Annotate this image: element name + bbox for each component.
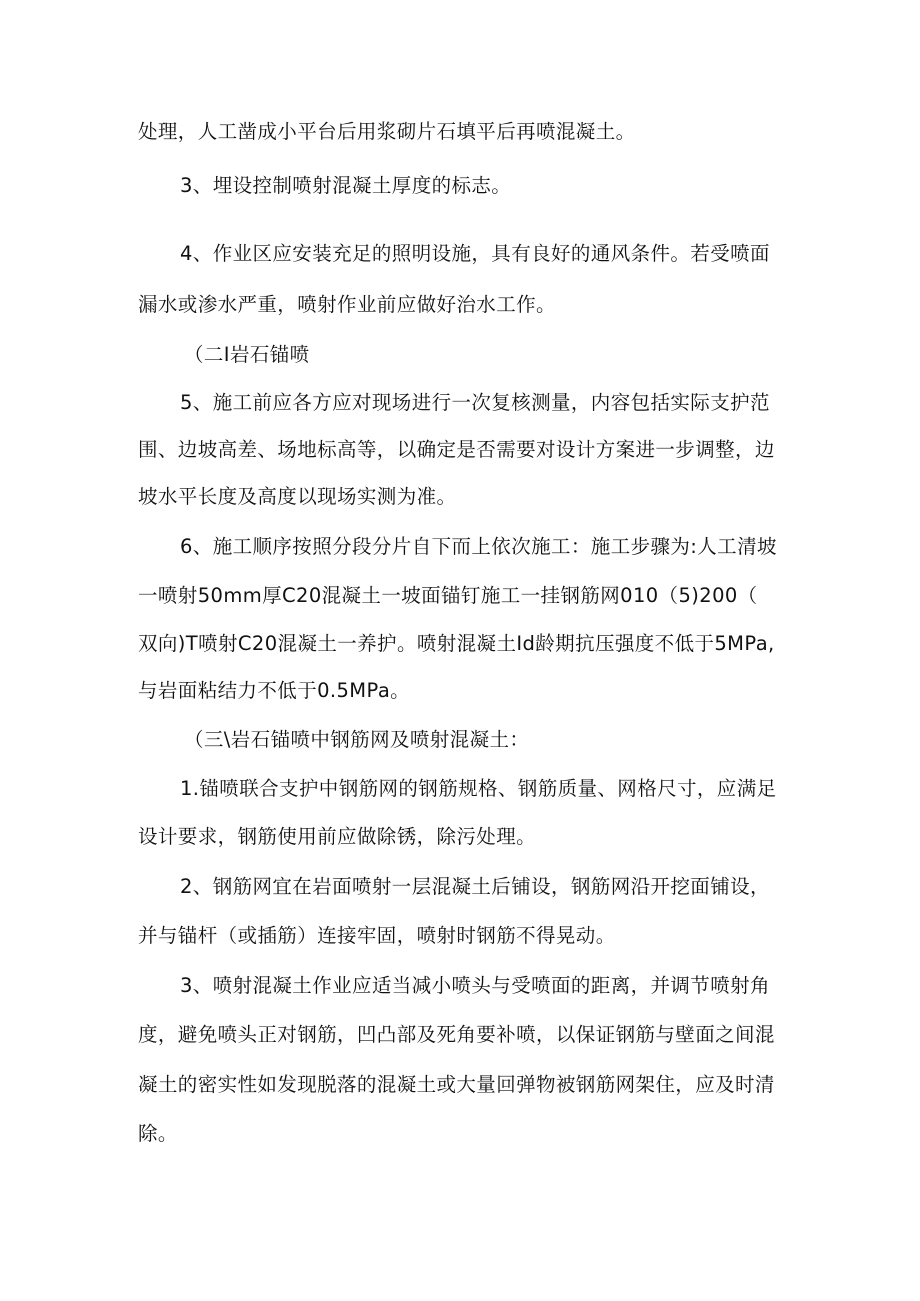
- text-line: 设计要求，钢筋使用前应做除锈，除污处理。: [138, 825, 537, 848]
- text-line: 除。: [138, 1122, 178, 1145]
- text-line: 3、埋设控制喷射混凝土厚度的标志。: [180, 174, 512, 197]
- text-line: 1.锚喷联合支护中钢筋网的钢筋规格、钢筋质量、网格尺寸，应满足: [180, 777, 777, 800]
- text-line: 一喷射50mm厚C20混凝土一坡面锚钉施工一挂钢筋网010（5)200（: [138, 584, 758, 607]
- text-line: 并与锚杆（或插筋）连接牢固，喷射时钢筋不得晃动。: [138, 924, 616, 947]
- text-line: 与岩面粘结力不低于0.5MPa。: [138, 679, 411, 702]
- section-heading: （三\岩石锚喷中钢筋网及喷射混凝土：: [184, 728, 530, 751]
- text-line: 凝土的密实性如发现脱落的混凝土或大量回弹物被钢筋网架住，应及时清: [138, 1073, 775, 1096]
- text-line: 坡水平长度及高度以现场实测为准。: [138, 485, 457, 508]
- text-line: 5、施工前应各方应对现场进行一次复核测量，内容包括实际支护范: [180, 391, 770, 414]
- text-line: 2、钢筋网宜在岩面喷射一层混凝土后铺设，钢筋网沿开挖面铺设，: [180, 875, 770, 898]
- text-line: 度，避免喷头正对钢筋，凹凸部及死角要补喷，以保证钢筋与壁面之间混: [138, 1023, 775, 1046]
- text-line: 围、边坡高差、场地标高等，以确定是否需要对设计方案进一步调整，边: [138, 438, 775, 461]
- text-line: 处理，人工凿成小平台后用浆砌片石填平后再喷混凝土。: [138, 120, 636, 143]
- text-line: 6、施工顺序按照分段分片自下而上依次施工：施工步骤为:人工清坡: [180, 535, 777, 558]
- text-line: 4、作业区应安装充足的照明设施，具有良好的通风条件。若受喷面: [180, 242, 770, 265]
- text-line: 3、喷射混凝土作业应适当减小喷头与受喷面的距离，并调节喷射角: [180, 974, 770, 997]
- text-line: 双向)T喷射C20混凝土一养护。喷射混凝土Id龄期抗压强度不低于5MPa,: [138, 632, 775, 655]
- section-heading: （二I岩石锚喷: [184, 343, 310, 366]
- text-line: 漏水或渗水严重，喷射作业前应做好治水工作。: [138, 293, 556, 316]
